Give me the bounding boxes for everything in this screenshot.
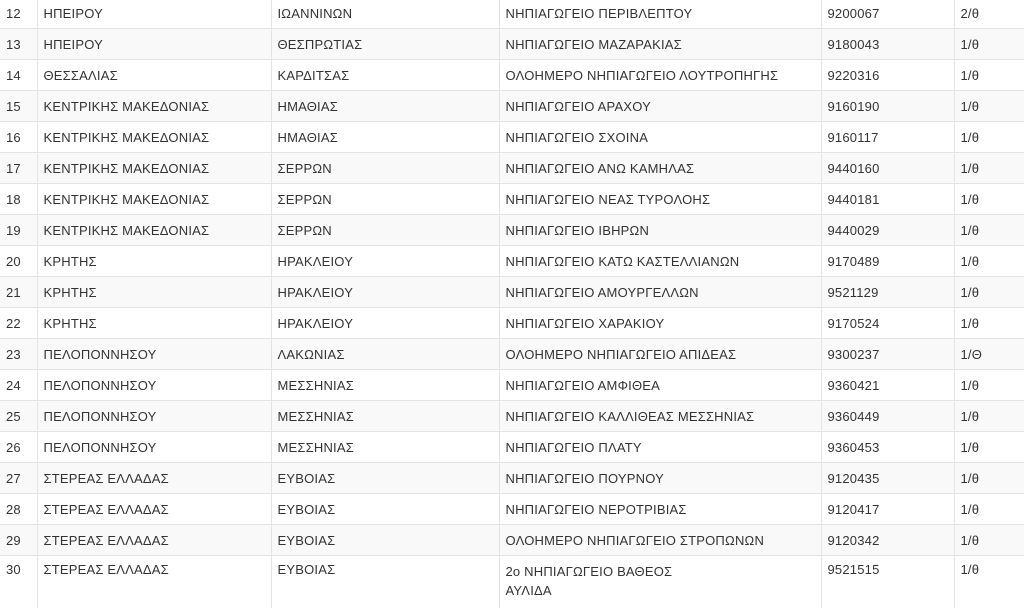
table-row (0, 215, 1024, 246)
type-cell: 2/θ (954, 0, 1024, 29)
code-cell: 9160190 (821, 91, 954, 122)
school-cell: ΝΗΠΙΑΓΩΓΕΙΟ ΑΡΑΧΟΥ (499, 91, 821, 122)
prefecture-cell: ΗΡΑΚΛΕΙΟΥ (271, 308, 499, 339)
prefecture-cell: ΗΜΑΘΙΑΣ (271, 91, 499, 122)
region-cell: ΗΠΕΙΡΟΥ (37, 0, 271, 29)
table-row (0, 29, 1024, 60)
region-cell: ΚΡΗΤΗΣ (37, 277, 271, 308)
region-cell: ΣΤΕΡΕΑΣ ΕΛΛΑΔΑΣ (37, 556, 271, 608)
prefecture-cell: ΙΩΑΝΝΙΝΩΝ (271, 0, 499, 29)
region-cell: ΠΕΛΟΠΟΝΝΗΣΟΥ (37, 339, 271, 370)
code-cell: 9120342 (821, 525, 954, 556)
prefecture-cell: ΛΑΚΩΝΙΑΣ (271, 339, 499, 370)
prefecture-cell: ΣΕΡΡΩΝ (271, 184, 499, 215)
prefecture-cell: ΗΡΑΚΛΕΙΟΥ (271, 277, 499, 308)
row-number: 27 (0, 463, 37, 494)
table-row (0, 556, 1024, 608)
row-number: 29 (0, 525, 37, 556)
school-cell (499, 556, 821, 608)
school-cell: ΝΗΠΙΑΓΩΓΕΙΟ ΝΕΑΣ ΤΥΡΟΛΟΗΣ (499, 184, 821, 215)
prefecture-cell: ΘΕΣΠΡΩΤΙΑΣ (271, 29, 499, 60)
region-cell: ΣΤΕΡΕΑΣ ΕΛΛΑΔΑΣ (37, 463, 271, 494)
school-cell: ΝΗΠΙΑΓΩΓΕΙΟ ΜΑΖΑΡΑΚΙΑΣ (499, 29, 821, 60)
type-cell: 1/θ (954, 153, 1024, 184)
school-cell: ΝΗΠΙΑΓΩΓΕΙΟ ΙΒΗΡΩΝ (499, 215, 821, 246)
type-cell: 1/θ (954, 308, 1024, 339)
school-cell: ΝΗΠΙΑΓΩΓΕΙΟ ΚΑΛΛΙΘΕΑΣ ΜΕΣΣΗΝΙΑΣ (499, 401, 821, 432)
row-number: 30 (0, 556, 37, 608)
row-number: 16 (0, 122, 37, 153)
table-row (0, 525, 1024, 556)
region-cell: ΠΕΛΟΠΟΝΝΗΣΟΥ (37, 401, 271, 432)
prefecture-cell: ΜΕΣΣΗΝΙΑΣ (271, 370, 499, 401)
type-cell: 1/θ (954, 29, 1024, 60)
row-number: 24 (0, 370, 37, 401)
school-cell: ΝΗΠΙΑΓΩΓΕΙΟ ΠΕΡΙΒΛΕΠΤΟΥ (499, 0, 821, 29)
type-cell: 1/θ (954, 215, 1024, 246)
region-cell: ΚΕΝΤΡΙΚΗΣ ΜΑΚΕΔΟΝΙΑΣ (37, 184, 271, 215)
type-cell: 1/θ (954, 370, 1024, 401)
prefecture-cell: ΜΕΣΣΗΝΙΑΣ (271, 401, 499, 432)
school-cell: ΝΗΠΙΑΓΩΓΕΙΟ ΝΕΡΟΤΡΙΒΙΑΣ (499, 494, 821, 525)
region-cell: ΠΕΛΟΠΟΝΝΗΣΟΥ (37, 432, 271, 463)
prefecture-cell: ΣΕΡΡΩΝ (271, 215, 499, 246)
code-cell: 9220316 (821, 60, 954, 91)
prefecture-cell: ΗΜΑΘΙΑΣ (271, 122, 499, 153)
prefecture-cell: ΕΥΒΟΙΑΣ (271, 494, 499, 525)
row-number: 18 (0, 184, 37, 215)
school-cell: ΝΗΠΙΑΓΩΓΕΙΟ ΣΧΟΙΝΑ (499, 122, 821, 153)
row-number: 13 (0, 29, 37, 60)
school-cell: ΝΗΠΙΑΓΩΓΕΙΟ ΚΑΤΩ ΚΑΣΤΕΛΛΙΑΝΩΝ (499, 246, 821, 277)
table-row (0, 153, 1024, 184)
table-row (0, 463, 1024, 494)
row-number: 22 (0, 308, 37, 339)
type-cell: 1/θ (954, 401, 1024, 432)
row-number: 28 (0, 494, 37, 525)
code-cell: 9521129 (821, 277, 954, 308)
region-cell: ΚΕΝΤΡΙΚΗΣ ΜΑΚΕΔΟΝΙΑΣ (37, 91, 271, 122)
region-cell: ΣΤΕΡΕΑΣ ΕΛΛΑΔΑΣ (37, 494, 271, 525)
prefecture-cell: ΣΕΡΡΩΝ (271, 153, 499, 184)
school-cell: ΝΗΠΙΑΓΩΓΕΙΟ ΑΜΟΥΡΓΕΛΛΩΝ (499, 277, 821, 308)
table-row (0, 308, 1024, 339)
code-cell: 9521515 (821, 556, 954, 608)
region-cell: ΚΕΝΤΡΙΚΗΣ ΜΑΚΕΔΟΝΙΑΣ (37, 122, 271, 153)
row-number: 17 (0, 153, 37, 184)
prefecture-cell: ΕΥΒΟΙΑΣ (271, 525, 499, 556)
region-cell: ΚΕΝΤΡΙΚΗΣ ΜΑΚΕΔΟΝΙΑΣ (37, 153, 271, 184)
row-number: 20 (0, 246, 37, 277)
table-row (0, 122, 1024, 153)
table-row (0, 277, 1024, 308)
type-cell: 1/Θ (954, 339, 1024, 370)
code-cell: 9170489 (821, 246, 954, 277)
type-cell: 1/θ (954, 60, 1024, 91)
type-cell: 1/θ (954, 277, 1024, 308)
prefecture-cell: ΕΥΒΟΙΑΣ (271, 463, 499, 494)
school-cell: ΝΗΠΙΑΓΩΓΕΙΟ ΑΜΦΙΘΕΑ (499, 370, 821, 401)
code-cell: 9440181 (821, 184, 954, 215)
type-cell: 1/θ (954, 494, 1024, 525)
prefecture-cell: ΕΥΒΟΙΑΣ (271, 556, 499, 608)
type-cell: 1/θ (954, 91, 1024, 122)
type-cell: 1/θ (954, 184, 1024, 215)
type-cell: 1/θ (954, 246, 1024, 277)
type-cell: 1/θ (954, 463, 1024, 494)
code-cell: 9360453 (821, 432, 954, 463)
code-cell: 9160117 (821, 122, 954, 153)
type-cell: 1/θ (954, 556, 1024, 608)
row-number: 25 (0, 401, 37, 432)
region-cell: ΚΕΝΤΡΙΚΗΣ ΜΑΚΕΔΟΝΙΑΣ (37, 215, 271, 246)
school-cell: ΟΛΟΗΜΕΡΟ ΝΗΠΙΑΓΩΓΕΙΟ ΑΠΙΔΕΑΣ (499, 339, 821, 370)
table-row (0, 246, 1024, 277)
region-cell: ΘΕΣΣΑΛΙΑΣ (37, 60, 271, 91)
row-number: 26 (0, 432, 37, 463)
code-cell: 9440160 (821, 153, 954, 184)
region-cell: ΚΡΗΤΗΣ (37, 246, 271, 277)
code-cell: 9300237 (821, 339, 954, 370)
code-cell: 9120435 (821, 463, 954, 494)
code-cell: 9360449 (821, 401, 954, 432)
region-cell: ΗΠΕΙΡΟΥ (37, 29, 271, 60)
row-number: 23 (0, 339, 37, 370)
table-row (0, 494, 1024, 525)
type-cell: 1/θ (954, 525, 1024, 556)
prefecture-cell: ΚΑΡΔΙΤΣΑΣ (271, 60, 499, 91)
school-cell: ΟΛΟΗΜΕΡΟ ΝΗΠΙΑΓΩΓΕΙΟ ΣΤΡΟΠΩΝΩΝ (499, 525, 821, 556)
code-cell: 9360421 (821, 370, 954, 401)
table-row (0, 60, 1024, 91)
table-row (0, 370, 1024, 401)
prefecture-cell: ΜΕΣΣΗΝΙΑΣ (271, 432, 499, 463)
type-cell: 1/θ (954, 122, 1024, 153)
table-row (0, 339, 1024, 370)
code-cell: 9120417 (821, 494, 954, 525)
code-cell: 9200067 (821, 0, 954, 29)
code-cell: 9180043 (821, 29, 954, 60)
school-cell-text: 2ο ΝΗΠΙΑΓΩΓΕΙΟ ΒΑΘΕΟΣ ΑΥΛΙΔΑ (505, 564, 673, 598)
table-row (0, 91, 1024, 122)
code-cell: 9170524 (821, 308, 954, 339)
type-cell: 1/θ (954, 432, 1024, 463)
school-cell: ΝΗΠΙΑΓΩΓΕΙΟ ΧΑΡΑΚΙΟΥ (499, 308, 821, 339)
region-cell: ΣΤΕΡΕΑΣ ΕΛΛΑΔΑΣ (37, 525, 271, 556)
prefecture-cell: ΗΡΑΚΛΕΙΟΥ (271, 246, 499, 277)
school-cell: ΟΛΟΗΜΕΡΟ ΝΗΠΙΑΓΩΓΕΙΟ ΛΟΥΤΡΟΠΗΓΗΣ (499, 60, 821, 91)
row-number: 19 (0, 215, 37, 246)
table-row (0, 401, 1024, 432)
row-number: 21 (0, 277, 37, 308)
region-cell: ΚΡΗΤΗΣ (37, 308, 271, 339)
school-cell: ΝΗΠΙΑΓΩΓΕΙΟ ΑΝΩ ΚΑΜΗΛΑΣ (499, 153, 821, 184)
row-number: 12 (0, 0, 37, 29)
table-row (0, 184, 1024, 215)
row-number: 14 (0, 60, 37, 91)
code-cell: 9440029 (821, 215, 954, 246)
table-row (0, 432, 1024, 463)
table-row (0, 0, 1024, 29)
school-cell: ΝΗΠΙΑΓΩΓΕΙΟ ΠΛΑΤΥ (499, 432, 821, 463)
region-cell: ΠΕΛΟΠΟΝΝΗΣΟΥ (37, 370, 271, 401)
school-cell: ΝΗΠΙΑΓΩΓΕΙΟ ΠΟΥΡΝΟΥ (499, 463, 821, 494)
row-number: 15 (0, 91, 37, 122)
